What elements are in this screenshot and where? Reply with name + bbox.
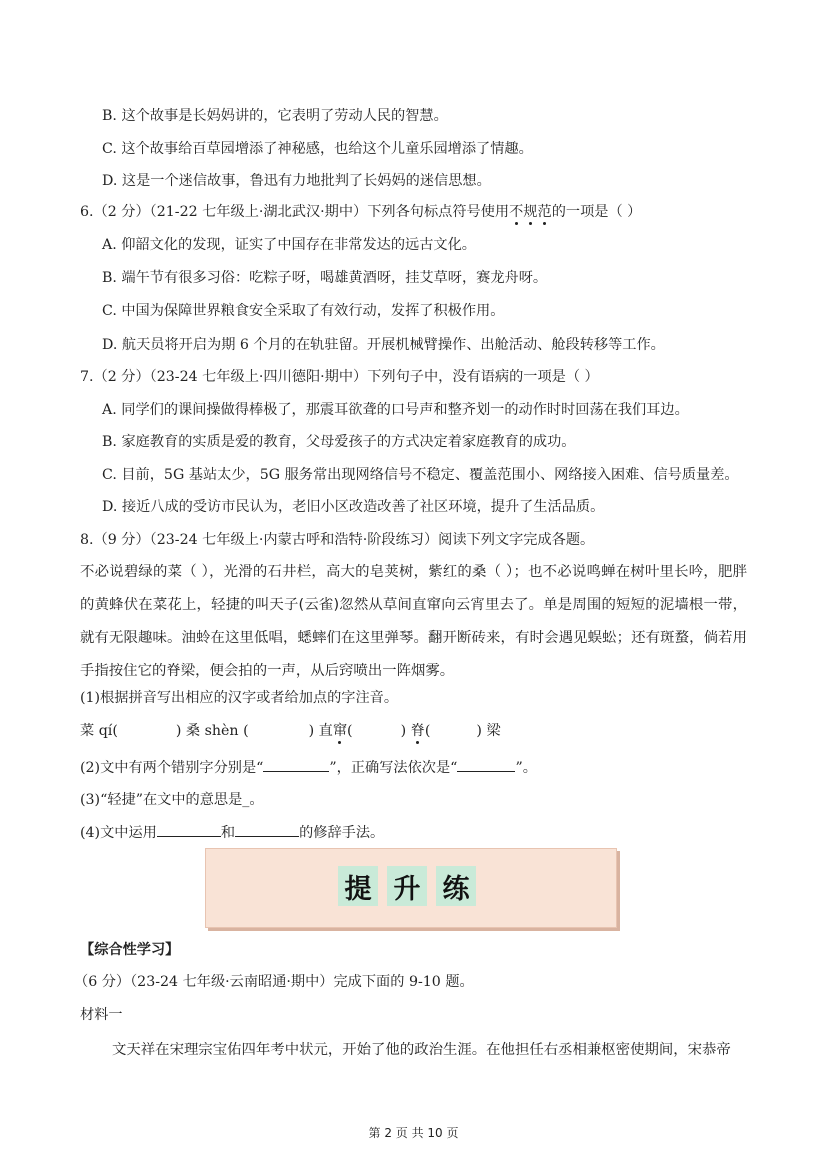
pinyin-text: ( xyxy=(424,723,431,739)
pinyin-text: ( xyxy=(347,723,353,739)
sub4-text: (4)文中运用 xyxy=(80,825,157,841)
q8-sub2 xyxy=(80,757,537,778)
q8-stem: 8.（9 分）（23-24 七年级上·内蒙古呼和浩特·阶段练习）阅读下列文字完成各题。 xyxy=(80,532,595,548)
q7-option-a: A. 同学们的课间操做得棒极了，那震耳欲聋的口号声和整齐划一的动作时时回荡在我们耳边。 xyxy=(102,402,689,418)
banner-char: 提 xyxy=(338,866,378,906)
section-intro: （6 分）（23-24 七年级·云南昭通·期中）完成下面的 9-10 题。 xyxy=(74,974,474,990)
answer-blank[interactable] xyxy=(235,822,299,837)
q8-sub3: (3)“轻捷”在文中的意思是_。 xyxy=(80,792,264,808)
pinyin-text: ) xyxy=(400,723,407,739)
sub2-text: ”。 xyxy=(515,760,537,776)
pinyin-text: ) 直 xyxy=(308,723,333,739)
pinyin-text: ) 梁 xyxy=(476,723,501,739)
banner-title xyxy=(338,866,476,906)
q8-pinyin-row xyxy=(80,721,501,741)
material-label: 材料一 xyxy=(80,1007,123,1023)
q6-option-c: C. 中国为保障世界粮食安全采取了有效行动，发挥了积极作用。 xyxy=(102,303,505,319)
q6-option-d: D. 航天员将开启为期 6 个月的在轨驻留。开展机械臂操作、出舱活动、舱段转移等工作。 xyxy=(102,337,665,353)
sub2-text: (2)文中有两个错别字分别是“ xyxy=(80,760,264,776)
q7-option-b: B. 家庭教育的实质是爱的教育，父母爱孩子的方式决定着家庭教育的成功。 xyxy=(102,434,576,450)
q7-stem: 7.（2 分）（23-24 七年级上·四川德阳·期中）下列句子中，没有语病的一项是（ ） xyxy=(80,369,599,385)
q6-stem-tail: 的一项是（ ） xyxy=(551,204,642,220)
q8-sub4 xyxy=(80,822,384,843)
q7-option-d: D. 接近八成的受访市民认为，老旧小区改造改善了社区环境，提升了生活品质。 xyxy=(102,499,605,515)
pinyin-text: ) 桑 shèn ( xyxy=(175,723,249,739)
q8-sub1: (1)根据拼音写出相应的汉字或者给加点的字注音。 xyxy=(80,690,399,706)
sub4-text: 的修辞手法。 xyxy=(299,825,385,841)
banner-char: 升 xyxy=(387,866,427,906)
emphasis-char: 脊 xyxy=(410,723,425,739)
q6-stem-text: 6.（2 分）（21-22 七年级上·湖北武汉·期中）下列各句标点符号使用 xyxy=(80,204,510,220)
sub2-text: ”，正确写法依次是“ xyxy=(329,760,458,776)
emphasis-char: 不 xyxy=(509,204,524,220)
q6-option-a: A. 仰韶文化的发现，证实了中国存在非常发达的远古文化。 xyxy=(102,237,476,253)
section-banner xyxy=(205,848,617,928)
answer-blank[interactable] xyxy=(263,757,329,772)
section-heading: 【综合性学习】 xyxy=(80,942,180,958)
page-number: 第 2 页 共 10 页 xyxy=(368,1126,459,1140)
pinyin-text: 菜 qí( xyxy=(80,723,118,739)
q5-option-d: D. 这是一个迷信故事，鲁迅有力地批判了长妈妈的迷信思想。 xyxy=(102,173,491,189)
q7-option-c: C. 目前，5G 基站太少，5G 服务常出现网络信号不稳定、覆盖范围小、网络接入困难、信号质量差。 xyxy=(102,467,739,483)
answer-blank[interactable] xyxy=(157,822,221,837)
emphasis-char: 窜 xyxy=(332,723,348,739)
emphasis-char: 范 xyxy=(537,204,552,220)
q8-passage: 不必说碧绿的菜（ ），光滑的石井栏，高大的皂荚树，紫红的桑（ ）；也不必说鸣蝉在树叶里长吟，肥胖的黄蜂伏在菜花上，轻捷的叫天子(云雀)忽然从草间直窜向云宵里去了。单是周围的短短的泥墙根一带，就有无限趣味。油蛉在这里低唱，蟋蟀们在这里弹琴。翻开断砖来，有时会遇见蜈蚣；还有斑蝥，倘若用手指按住它的脊梁，便会拍的一声，从后窍喷出一阵烟雾。 xyxy=(80,564,747,679)
q6-stem xyxy=(80,202,641,222)
q5-option-c: C. 这个故事给百草园增添了神秘感，也给这个儿童乐园增添了情趣。 xyxy=(102,141,533,157)
q6-option-b: B. 端午节有很多习俗：吃粽子呀，喝雄黄酒呀，挂艾草呀，赛龙舟呀。 xyxy=(102,270,548,286)
material-text: 文天祥在宋理宗宝佑四年考中状元，开始了他的政治生涯。在他担任右丞相兼枢密使期间，宋恭帝 xyxy=(112,1042,731,1058)
banner-char: 练 xyxy=(436,866,476,906)
sub4-text: 和 xyxy=(220,825,236,841)
emphasis-char: 规 xyxy=(523,204,538,220)
q5-option-b: B. 这个故事是长妈妈讲的，它表明了劳动人民的智慧。 xyxy=(102,108,448,124)
answer-blank[interactable] xyxy=(457,757,515,772)
